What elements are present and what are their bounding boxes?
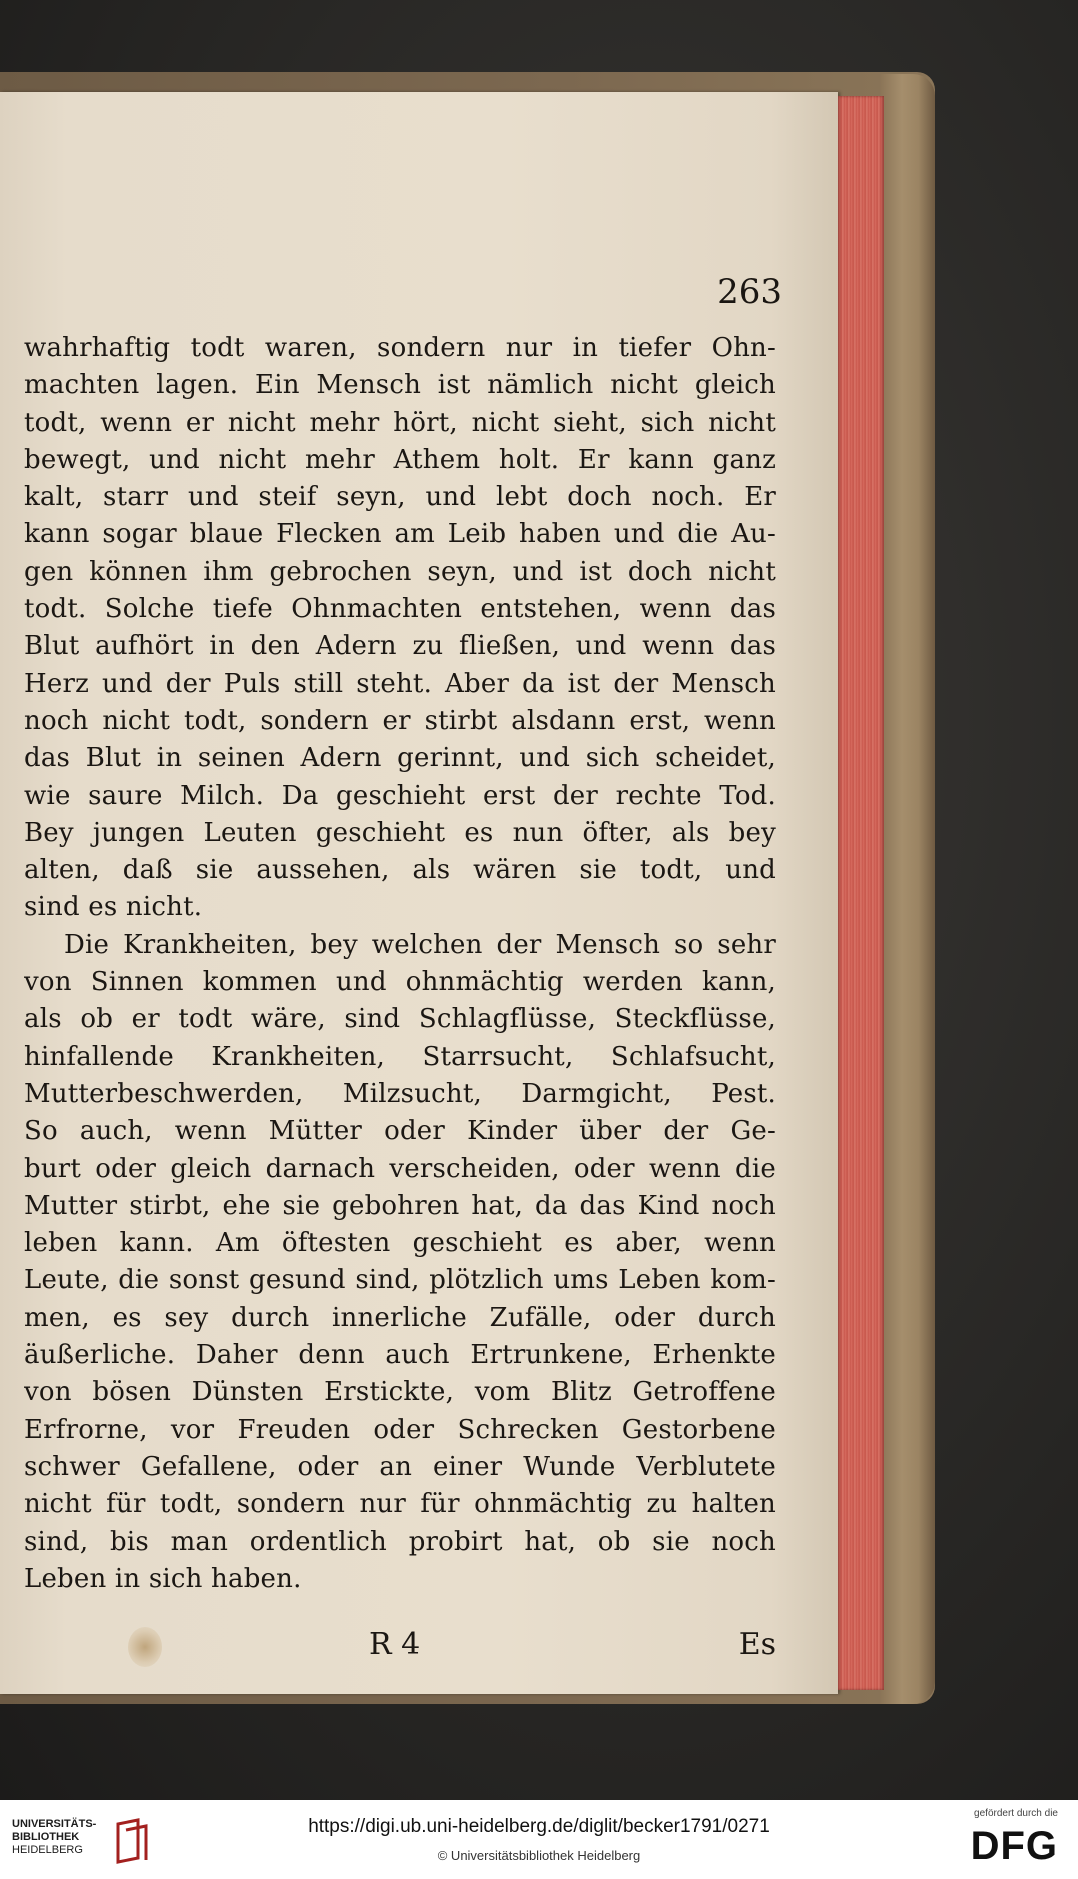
text-line: Blut aufhört in den Adern zu fließen, und wenn das <box>24 631 776 662</box>
text-line: Erfrorne, vor Freuden oder Schrecken Gestorbene <box>24 1414 776 1445</box>
text-line: Mutterbeschwerden, Milzsucht, Darmgicht, Pest. <box>24 1078 776 1109</box>
funder-label: gefördert durch die <box>974 1808 1058 1819</box>
text-line: machten lagen. Ein Mensch ist nämlich nicht gleich <box>24 370 776 401</box>
page-edges-red <box>838 96 884 1690</box>
page-body-text <box>24 330 776 1598</box>
text-line: todt. Solche tiefe Ohnmachten entstehen, wenn das <box>24 594 776 625</box>
page-footer-line <box>24 1627 776 1667</box>
text-line: gen können ihm gebrochen seyn, und ist doch nicht <box>24 556 776 587</box>
text-line: wahrhaftig todt waren, sondern nur in tiefer Ohn- <box>24 333 776 363</box>
viewer-footer <box>0 1800 1078 1879</box>
text-line: sind es nicht. <box>24 892 203 923</box>
text-line: hinfallende Krankheiten, Starrsucht, Schlafsucht, <box>24 1041 776 1072</box>
text-line: alten, daß sie aussehen, als wären sie todt, und <box>24 855 776 886</box>
text-line: Leben in sich haben. <box>24 1563 302 1594</box>
permalink-url[interactable]: https://digi.ub.uni-heidelberg.de/diglit/becker1791/0271 <box>308 1816 770 1837</box>
text-line: Die Krankheiten, bey welchen der Mensch so sehr <box>64 929 776 960</box>
text-line: von bösen Dünsten Erstickte, vom Blitz Getroffene <box>24 1377 776 1408</box>
dfg-logo-icon: DFG <box>970 1824 1058 1868</box>
text-line: schwer Gefallene, oder an einer Wunde Verblutete <box>24 1451 776 1482</box>
text-line: kann sogar blaue Flecken am Leib haben und die Au- <box>24 519 776 550</box>
text-line: todt, wenn er nicht mehr hört, nicht sieht, sich nicht <box>24 407 776 438</box>
library-name: UNIVERSITÄTS- BIBLIOTHEK HEIDELBERG <box>12 1818 97 1856</box>
text-line: Herz und der Puls still steht. Aber da ist der Mensch <box>24 668 776 699</box>
text-line: Mutter stirbt, ehe sie gebohren hat, da das Kind noch <box>24 1190 776 1221</box>
text-line: kalt, starr und steif seyn, und lebt doch noch. Er <box>24 482 776 513</box>
text-line: So auch, wenn Mütter oder Kinder über der Ge- <box>24 1116 776 1147</box>
text-line: als ob er todt wäre, sind Schlagflüsse, Steckflüsse, <box>24 1004 776 1035</box>
text-line: äußerliche. Daher denn auch Ertrunkene, Erhenkte <box>24 1340 776 1371</box>
text-line: nicht für todt, sondern nur für ohnmächtig zu halten <box>24 1489 776 1520</box>
text-line: das Blut in seinen Adern gerinnt, und sich scheidet, <box>24 743 776 774</box>
page-number: 263 <box>717 272 782 312</box>
copyright-notice: © Universitätsbibliothek Heidelberg <box>437 1848 641 1863</box>
text-line: von Sinnen kommen und ohnmächtig werden kann, <box>24 967 776 998</box>
book-cover-edge <box>880 74 935 1704</box>
text-line: wie saure Milch. Da geschieht erst der rechte Tod. <box>24 780 776 811</box>
text-line: sind, bis man ordentlich probirt hat, ob sie noch <box>24 1526 776 1557</box>
text-line: Leute, die sonst gesund sind, plötzlich ums Leben kom- <box>24 1265 776 1296</box>
text-line: burt oder gleich darnach verscheiden, oder wenn die <box>24 1153 776 1184</box>
text-line: men, es sey durch innerliche Zufälle, oder durch <box>24 1302 776 1333</box>
funder-logo[interactable] <box>948 1808 1058 1872</box>
text-line: leben kann. Am öftesten geschieht es aber, wenn <box>24 1228 776 1259</box>
text-line: noch nicht todt, sondern er stirbt alsdann erst, wenn <box>24 705 776 736</box>
book-page <box>0 92 838 1694</box>
text-line: Bey jungen Leuten geschieht es nun öfter, als bey <box>24 817 776 848</box>
catchword: Es <box>738 1627 776 1662</box>
text-line: bewegt, und nicht mehr Athem holt. Er kann ganz <box>24 444 776 475</box>
signature-mark: R 4 <box>369 1627 421 1662</box>
